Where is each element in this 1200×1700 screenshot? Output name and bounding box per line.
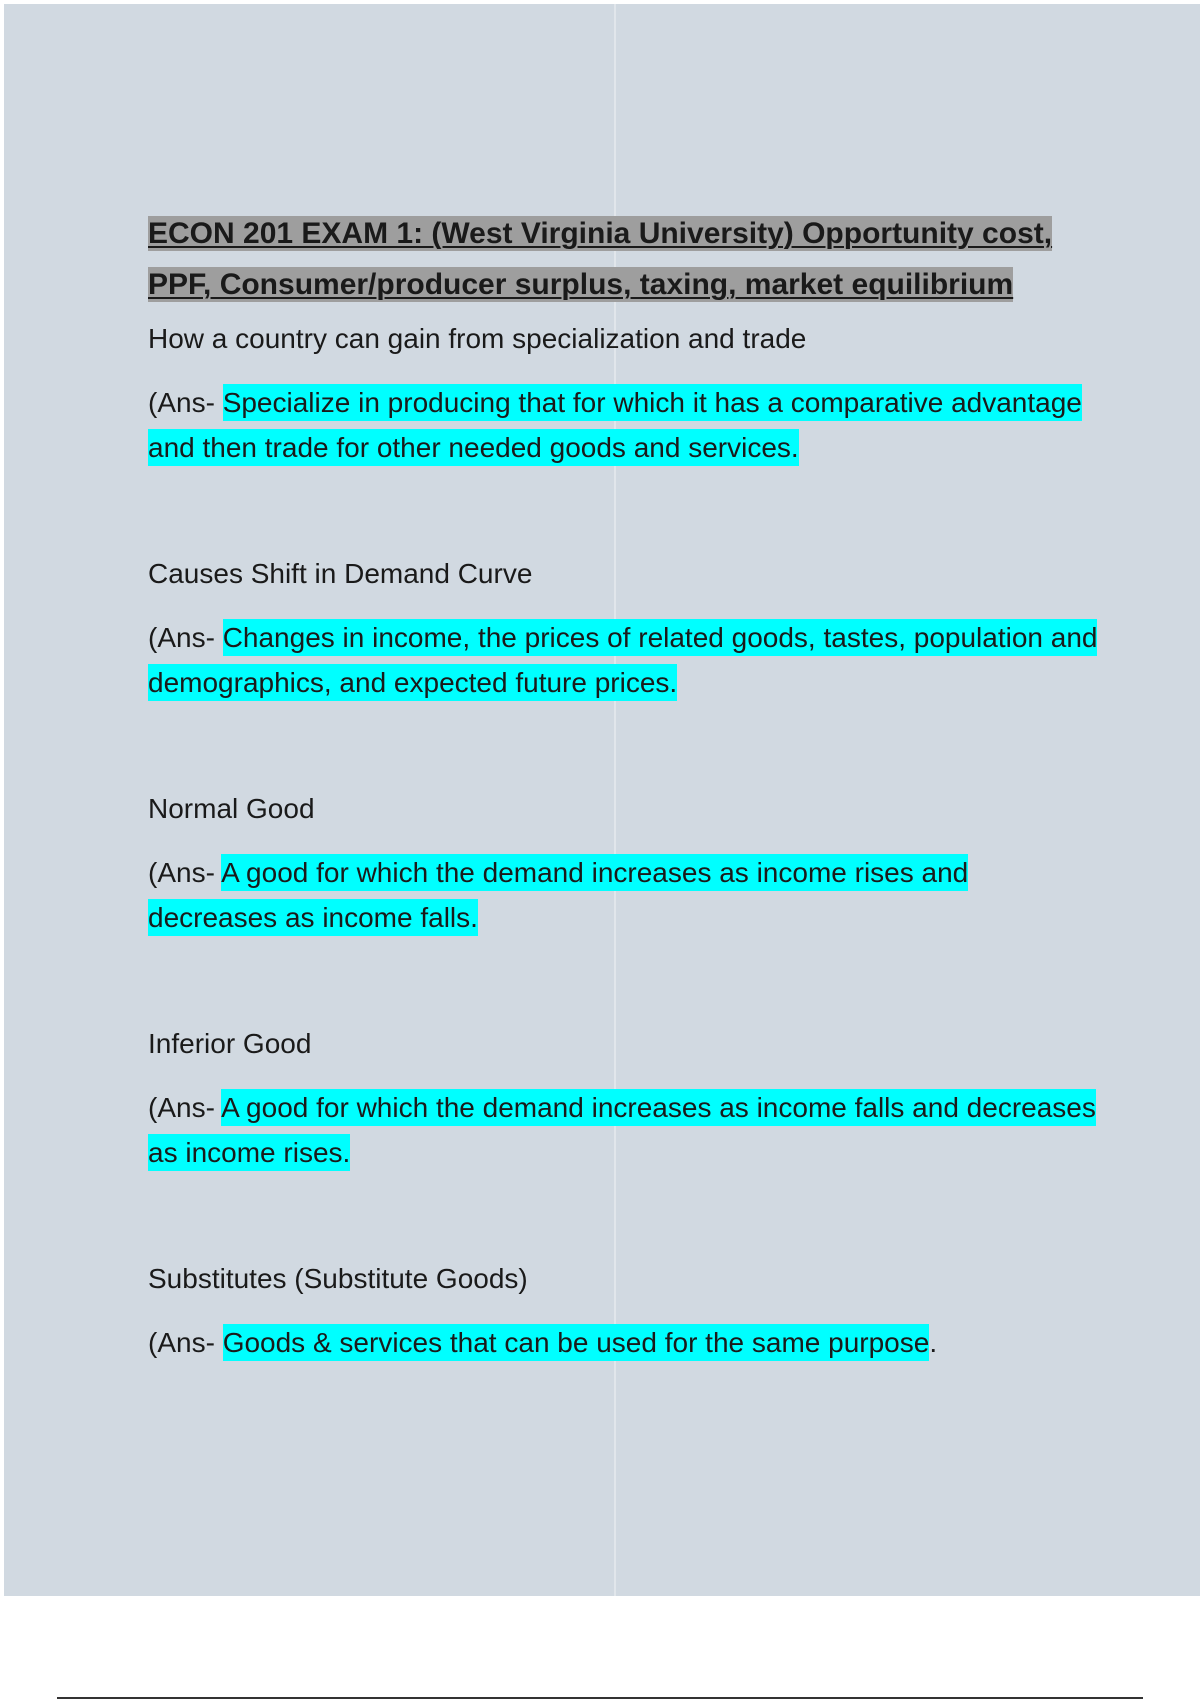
answer-prefix: (Ans-: [148, 1327, 223, 1358]
answer-trailing: .: [929, 1327, 938, 1358]
qa-item: [148, 1025, 1098, 1175]
footer-rule: [57, 1697, 1143, 1699]
answer-prefix: (Ans-: [148, 622, 223, 653]
answer-prefix: (Ans-: [148, 857, 222, 888]
qa-item: [148, 555, 1098, 705]
answer-highlight: Specialize in producing that for which it has a comparative advantage and then trade for other needed goods and services.: [148, 384, 1082, 466]
answer-prefix: (Ans-: [148, 1092, 222, 1123]
answer-prefix: (Ans-: [148, 387, 223, 418]
answer-highlight: Changes in income, the prices of related goods, tastes, population and demographics, and expected future prices.: [148, 619, 1097, 701]
qa-item: [148, 790, 1098, 940]
answer-text: [148, 380, 1098, 470]
document-title-text: ECON 201 EXAM 1: (West Virginia University) Opportunity cost, PPF, Consumer/producer surplus, taxing, market equilibrium: [148, 217, 1053, 301]
question-text: Substitutes (Substitute Goods): [148, 1263, 528, 1294]
document-title: [148, 208, 1098, 310]
question-text: Inferior Good: [148, 1028, 312, 1059]
question-text: Causes Shift in Demand Curve: [148, 558, 533, 589]
answer-text: [148, 1085, 1098, 1175]
answer-text: [148, 850, 1098, 940]
answer-highlight: A good for which the demand increases as income rises and decreases as income falls.: [148, 854, 968, 936]
qa-item: [148, 1260, 1098, 1365]
document-content: [148, 208, 1098, 1450]
question-text: How a country can gain from specialization and trade: [148, 323, 807, 354]
answer-highlight: A good for which the demand increases as income falls and decreases as income rises.: [148, 1089, 1096, 1171]
answer-text: [148, 1320, 1098, 1365]
question-text: Normal Good: [148, 793, 315, 824]
qa-item: [148, 320, 1098, 470]
answer-text: [148, 615, 1098, 705]
answer-highlight: Goods & services that can be used for the same purpose: [223, 1324, 930, 1361]
